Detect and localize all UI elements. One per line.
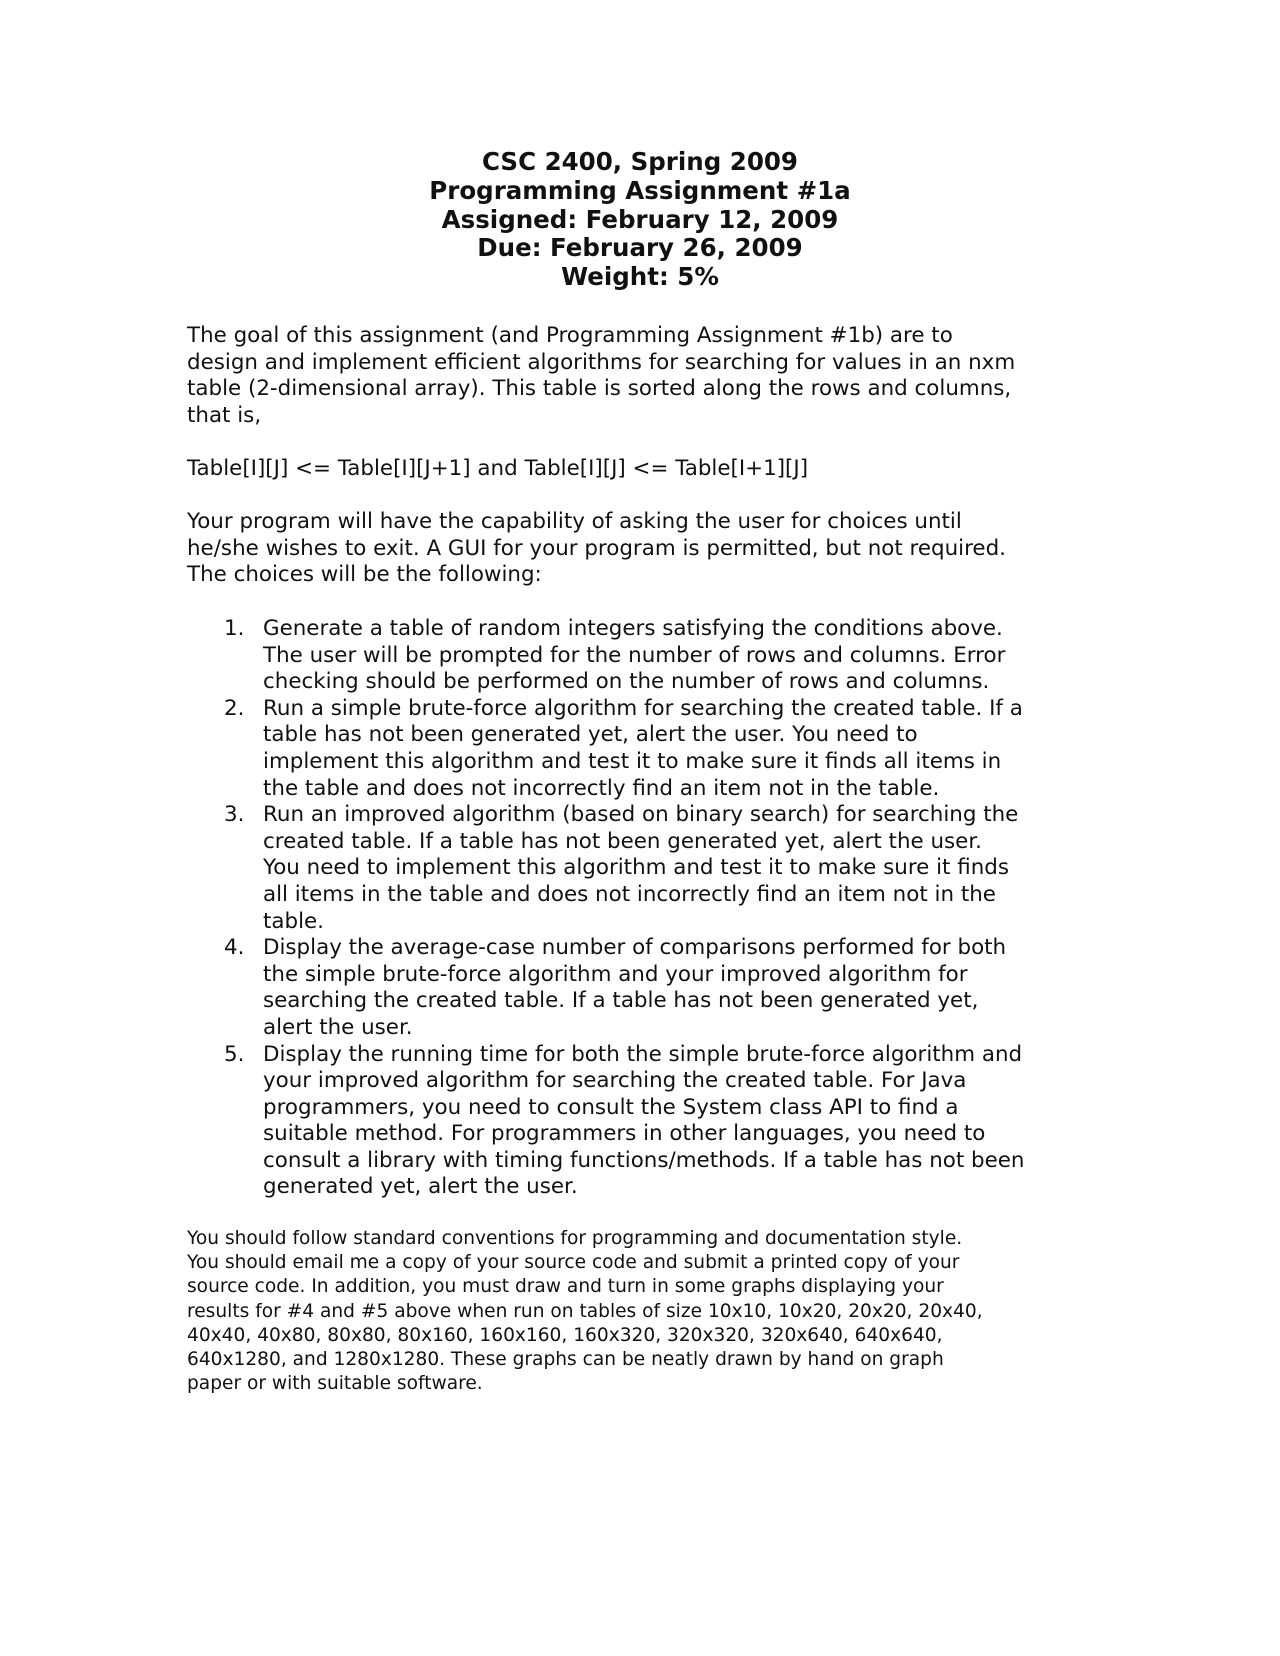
choice-line: table.	[263, 908, 324, 934]
choice-number: 3.	[224, 802, 245, 828]
choice-line: Run a simple brute-force algorithm for searching the created table. If a	[263, 695, 1023, 721]
program-paragraph	[187, 509, 1107, 589]
choice-line: checking should be performed on the number of rows and columns.	[263, 669, 990, 695]
choice-line: suitable method. For programmers in other languages, you need to	[263, 1121, 986, 1147]
intro-line: The goal of this assignment (and Programming Assignment #1b) are to	[187, 323, 953, 348]
due-date: Due: February 26, 2009	[477, 233, 803, 263]
choice-line: created table. If a table has not been generated yet, alert the user.	[263, 828, 982, 854]
choice-line: Display the average-case number of comparisons performed for both	[263, 935, 1007, 961]
footer-line: 40x40, 40x80, 80x80, 80x160, 160x160, 160x320, 320x320, 320x640, 640x640,	[187, 1324, 943, 1346]
choice-number: 2.	[224, 695, 245, 721]
choice-line: the table and does not incorrectly find an item not in the table.	[263, 775, 940, 801]
footer-line: source code. In addition, you must draw and turn in some graphs displaying your	[187, 1276, 944, 1298]
footer-line: results for #4 and #5 above when run on tables of size 10x10, 10x20, 20x20, 20x40,	[187, 1300, 983, 1322]
footer-line: 640x1280, and 1280x1280. These graphs can be neatly drawn by hand on graph	[187, 1349, 944, 1371]
choice-line: your improved algorithm for searching the created table. For Java	[263, 1068, 967, 1094]
footer-line: paper or with suitable software.	[187, 1373, 483, 1395]
choice-line: Display the running time for both the simple brute-force algorithm and	[263, 1041, 1023, 1067]
program-line: he/she wishes to exit. A GUI for your program is permitted, but not required.	[187, 535, 1006, 561]
choice-line: consult a library with timing functions/methods. If a table has not been	[263, 1147, 1025, 1173]
choice-line: searching the created table. If a table has not been generated yet,	[263, 988, 979, 1014]
choice-line: implement this algorithm and test it to make sure it finds all items in	[263, 748, 1002, 774]
choice-line: table has not been generated yet, alert the user. You need to	[263, 722, 918, 748]
intro-paragraph	[187, 323, 1107, 429]
footer-line: You should follow standard conventions for programming and documentation style.	[187, 1228, 963, 1249]
assignment-weight: Weight: 5%	[561, 262, 719, 292]
choices-list	[187, 616, 1107, 1201]
footer-line: You should email me a copy of your source code and submit a printed copy of your	[187, 1252, 960, 1274]
assignment-header	[0, 148, 1280, 292]
choice-line: generated yet, alert the user.	[263, 1174, 578, 1200]
submission-paragraph	[187, 1227, 1107, 1396]
choice-item-4	[187, 935, 1107, 1041]
choice-line: You need to implement this algorithm and test it to make sure it finds	[263, 855, 1009, 881]
intro-line: table (2-dimensional array). This table is sorted along the rows and columns,	[187, 376, 1012, 402]
assignment-title: Programming Assignment #1a	[429, 175, 851, 205]
choice-number: 4.	[224, 935, 245, 961]
choice-number: 1.	[224, 616, 245, 641]
choice-line: Generate a table of random integers satisfying the conditions above.	[263, 616, 1003, 641]
choice-item-2	[187, 696, 1107, 802]
formula-line: Table[I][J] <= Table[I][J+1] and Table[I][J] <= Table[I+1][J]	[187, 456, 809, 481]
sort-condition-formula	[187, 456, 1107, 483]
choice-item-3	[187, 802, 1107, 935]
choice-line: all items in the table and does not incorrectly find an item not in the	[263, 881, 996, 907]
choice-line: Run an improved algorithm (based on binary search) for searching the	[263, 802, 1019, 828]
assigned-date: Assigned: February 12, 2009	[441, 204, 839, 234]
choice-item-5	[187, 1042, 1107, 1202]
intro-line: design and implement efficient algorithms for searching for values in an nxm	[187, 349, 1016, 375]
choice-item-1	[187, 616, 1107, 696]
intro-line: that is,	[187, 402, 262, 428]
program-line: Your program will have the capability of asking the user for choices until	[187, 509, 962, 534]
program-line: The choices will be the following:	[187, 562, 542, 588]
choice-line: programmers, you need to consult the System class API to find a	[263, 1094, 959, 1120]
choice-line: The user will be prompted for the number of rows and columns. Error	[263, 642, 1006, 668]
choice-line: alert the user.	[263, 1014, 413, 1040]
choice-number: 5.	[224, 1041, 245, 1067]
course-title: CSC 2400, Spring 2009	[482, 147, 798, 176]
choice-line: the simple brute-force algorithm and your improved algorithm for	[263, 961, 968, 987]
